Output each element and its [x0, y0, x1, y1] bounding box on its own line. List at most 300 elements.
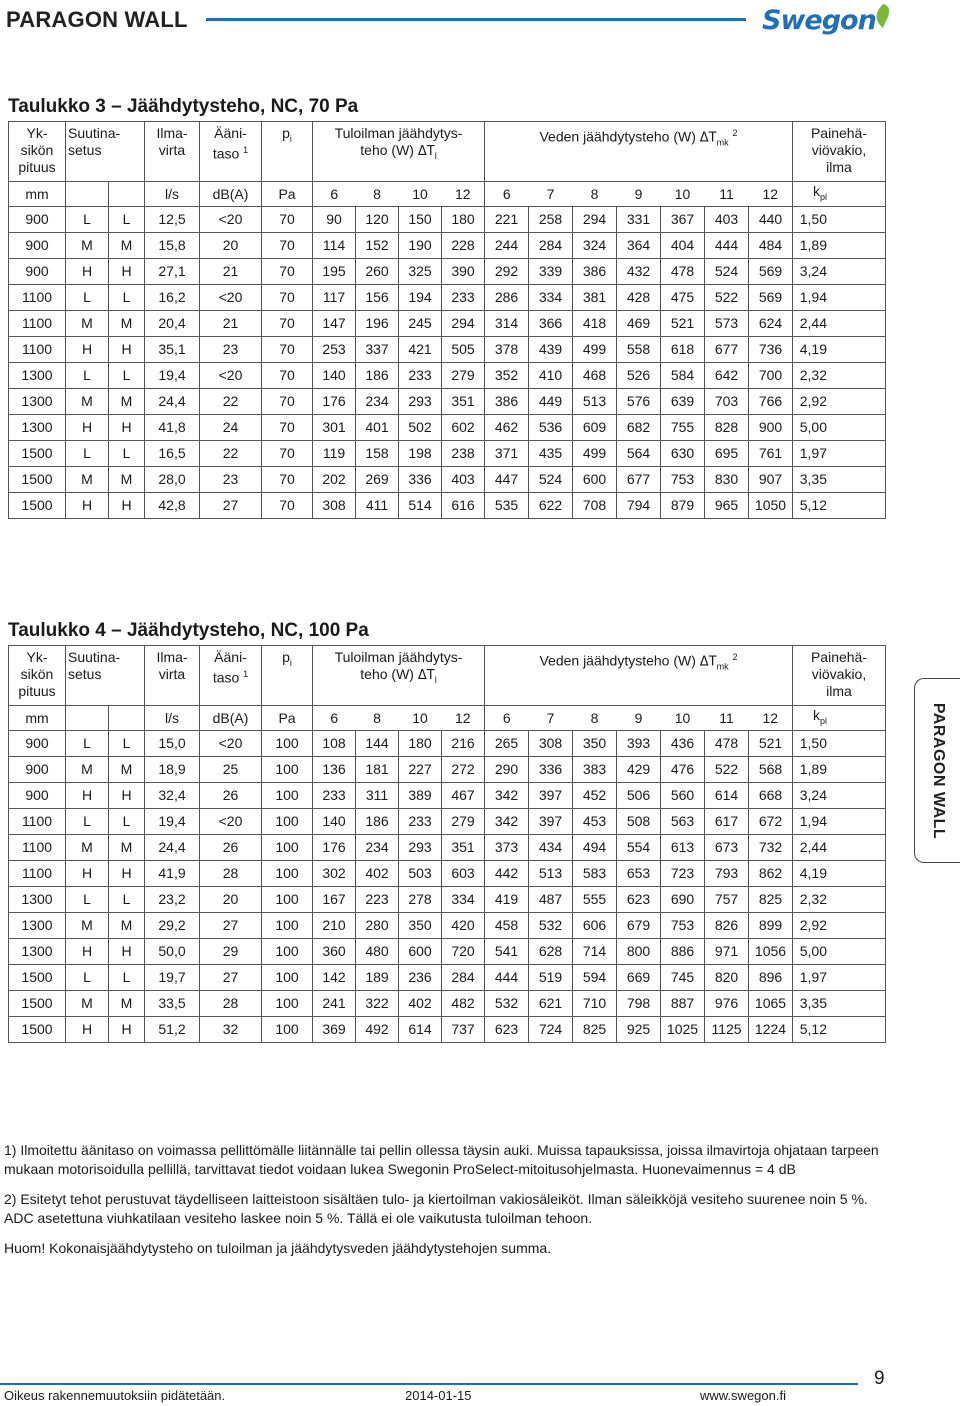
table-cell: 140 [313, 363, 356, 389]
table-cell: 339 [529, 259, 573, 285]
table-cell: 70 [262, 311, 313, 337]
table-cell: 244 [485, 233, 529, 259]
table-cell: 41,9 [145, 861, 200, 887]
table-cell: 732 [749, 835, 793, 861]
table-cell: 653 [617, 861, 661, 887]
table-cell: 513 [573, 389, 617, 415]
table-cell: 223 [356, 887, 399, 913]
table-cell: 900 [749, 415, 793, 441]
table-cell: 90 [313, 207, 356, 233]
table-cell: 4,19 [793, 337, 886, 363]
table-cell: 899 [749, 913, 793, 939]
table-cell: 19,7 [145, 965, 200, 991]
table-cell: 15,8 [145, 233, 200, 259]
table-cell: 1,94 [793, 285, 886, 311]
table-cell: 27 [200, 965, 262, 991]
table-cell: 1065 [749, 991, 793, 1017]
table-cell: 755 [661, 415, 705, 441]
table-cell: 1500 [9, 467, 66, 493]
table-cell: 2,44 [793, 311, 886, 337]
table-cell: 554 [617, 835, 661, 861]
table-cell: 449 [529, 389, 573, 415]
table-cell: 5,00 [793, 415, 886, 441]
table-cell: 532 [529, 913, 573, 939]
table-cell: 190 [399, 233, 442, 259]
table-cell: M [109, 913, 145, 939]
table4-header-row [9, 646, 886, 706]
table-cell: 703 [705, 389, 749, 415]
table-cell: 23 [200, 467, 262, 493]
table-cell: L [66, 809, 109, 835]
table-cell: 1125 [705, 1017, 749, 1043]
table-cell: 227 [399, 757, 442, 783]
table-cell: 720 [442, 939, 485, 965]
table-cell: 1100 [9, 311, 66, 337]
table-cell: L [66, 207, 109, 233]
table-cell: 25 [200, 757, 262, 783]
table-cell: M [66, 311, 109, 337]
table-cell: 1,50 [793, 207, 886, 233]
table-cell: 70 [262, 259, 313, 285]
col-setting-header: Suutina- setus [66, 646, 145, 706]
table-cell: 1224 [749, 1017, 793, 1043]
table-cell: 820 [705, 965, 749, 991]
table-cell: M [109, 467, 145, 493]
table-cell: 526 [617, 363, 661, 389]
footer-url: www.swegon.fi [700, 1388, 786, 1403]
table-cell: L [109, 285, 145, 311]
col-constant-header: Painehä- viövakio, ilma [793, 122, 886, 182]
table-cell: 100 [262, 783, 313, 809]
table-cell: 1500 [9, 493, 66, 519]
table-cell: L [66, 363, 109, 389]
table-cell: 710 [573, 991, 617, 1017]
table-cell: 679 [617, 913, 661, 939]
col-supply-air-header: Tuloilman jäähdytys- teho (W) $\Delta T_l$ [313, 646, 485, 706]
table-cell: 5,00 [793, 939, 886, 965]
table-cell: 600 [399, 939, 442, 965]
table3-title: Taulukko 3 – Jäähdytysteho, NC, 70 Pa [8, 96, 359, 117]
table-cell: 195 [313, 259, 356, 285]
unit-blank [66, 706, 109, 731]
table-cell: 286 [485, 285, 529, 311]
table-cell: H [109, 337, 145, 363]
table-cell: 119 [313, 441, 356, 467]
table-cell: 314 [485, 311, 529, 337]
table-cell: 487 [529, 887, 573, 913]
unit-k-pl: $k_{pl}$ [793, 182, 886, 207]
table-cell: 447 [485, 467, 529, 493]
table-cell: 558 [617, 337, 661, 363]
table-cell: 100 [262, 757, 313, 783]
table-cell: 4,19 [793, 861, 886, 887]
table-cell: 621 [529, 991, 573, 1017]
table-cell: 241 [313, 991, 356, 1017]
table-cell: 389 [399, 783, 442, 809]
table-cell: 337 [356, 337, 399, 363]
unit-dt-water: 10 [661, 706, 705, 731]
table-cell: 624 [749, 311, 793, 337]
table-cell: 442 [485, 861, 529, 887]
table-cell: 736 [749, 337, 793, 363]
table-cell: 499 [573, 441, 617, 467]
table-cell: 24,4 [145, 835, 200, 861]
table-cell: 293 [399, 835, 442, 861]
table-cell: 12,5 [145, 207, 200, 233]
table-cell: 1,89 [793, 757, 886, 783]
table-cell: 1100 [9, 861, 66, 887]
table-cell: 411 [356, 493, 399, 519]
table-cell: 1500 [9, 441, 66, 467]
table-cell: 196 [356, 311, 399, 337]
table-cell: 70 [262, 363, 313, 389]
table-cell: 373 [485, 835, 529, 861]
table-cell: 1,50 [793, 731, 886, 757]
table-row [9, 731, 886, 757]
table-cell: 3,35 [793, 467, 886, 493]
table-cell: 900 [9, 757, 66, 783]
table-cell: M [109, 311, 145, 337]
table-cell: 925 [617, 1017, 661, 1043]
side-tab [914, 678, 960, 863]
table-cell: 478 [705, 731, 749, 757]
table-cell: 401 [356, 415, 399, 441]
table-cell: L [66, 285, 109, 311]
table-cell: 690 [661, 887, 705, 913]
table-row [9, 757, 886, 783]
table-cell: 519 [529, 965, 573, 991]
table-cell: 108 [313, 731, 356, 757]
table-cell: 167 [313, 887, 356, 913]
table-cell: 234 [356, 389, 399, 415]
table-cell: 695 [705, 441, 749, 467]
col-constant-header: Painehä- viövakio, ilma [793, 646, 886, 706]
table-cell: 602 [442, 415, 485, 441]
unit-dt-water: 12 [749, 706, 793, 731]
table-cell: 70 [262, 493, 313, 519]
table-cell: 622 [529, 493, 573, 519]
table-cell: 418 [573, 311, 617, 337]
table-row [9, 1017, 886, 1043]
table-cell: 1300 [9, 913, 66, 939]
table-cell: 70 [262, 441, 313, 467]
table-cell: 753 [661, 913, 705, 939]
table-cell: 603 [442, 861, 485, 887]
table-cell: 639 [661, 389, 705, 415]
table-cell: 745 [661, 965, 705, 991]
table-cell: 618 [661, 337, 705, 363]
table-cell: 887 [661, 991, 705, 1017]
page-header [0, 0, 960, 48]
table-cell: 28,0 [145, 467, 200, 493]
unit-k-pl: $k_{pl}$ [793, 706, 886, 731]
table-cell: 3,24 [793, 783, 886, 809]
table-cell: 27,1 [145, 259, 200, 285]
table-cell: 439 [529, 337, 573, 363]
table-cell: 21 [200, 259, 262, 285]
col-supply-air-header: Tuloilman jäähdytys- teho (W) $\Delta T_l$ [313, 122, 485, 182]
table-cell: 1100 [9, 809, 66, 835]
unit-dt-water: 10 [661, 182, 705, 207]
table-cell: 403 [442, 467, 485, 493]
table-cell: 1,97 [793, 965, 886, 991]
table-cell: 233 [399, 809, 442, 835]
table-cell: 253 [313, 337, 356, 363]
table-cell: 600 [573, 467, 617, 493]
table-cell: 35,1 [145, 337, 200, 363]
unit-dt-water: 7 [529, 706, 573, 731]
table-cell: 325 [399, 259, 442, 285]
table-cell: 181 [356, 757, 399, 783]
table3-units-row [9, 182, 886, 207]
table-cell: 311 [356, 783, 399, 809]
table-cell: 613 [661, 835, 705, 861]
table-cell: H [66, 337, 109, 363]
table-cell: 202 [313, 467, 356, 493]
table-cell: 22 [200, 389, 262, 415]
leaf-icon [874, 4, 892, 28]
table-cell: 828 [705, 415, 749, 441]
table-cell: 238 [442, 441, 485, 467]
table-cell: 669 [617, 965, 661, 991]
table-row [9, 363, 886, 389]
table-cell: <20 [200, 363, 262, 389]
table-cell: 28 [200, 861, 262, 887]
table-cell: 150 [399, 207, 442, 233]
unit-dt-water: 11 [705, 706, 749, 731]
table-cell: 2,32 [793, 887, 886, 913]
table-cell: 284 [529, 233, 573, 259]
table-cell: 794 [617, 493, 661, 519]
table-cell: 469 [617, 311, 661, 337]
footnotes [4, 1141, 888, 1269]
table-cell: 29 [200, 939, 262, 965]
table-cell: 366 [529, 311, 573, 337]
table-cell: H [109, 939, 145, 965]
table-cell: 555 [573, 887, 617, 913]
table-cell: 521 [661, 311, 705, 337]
unit-sound: dB(A) [200, 706, 262, 731]
table-row [9, 861, 886, 887]
col-airflow-header: Ilma- virta [145, 122, 200, 182]
col-sound-header: Ääni- taso $^1$ [200, 646, 262, 706]
unit-blank [66, 182, 109, 207]
table-cell: 506 [617, 783, 661, 809]
table-cell: 156 [356, 285, 399, 311]
table-cell: L [109, 363, 145, 389]
unit-dt-air: 6 [313, 706, 356, 731]
table-cell: 617 [705, 809, 749, 835]
table-cell: 176 [313, 389, 356, 415]
table-cell: L [109, 207, 145, 233]
unit-blank [109, 706, 145, 731]
table-cell: 1300 [9, 415, 66, 441]
table-cell: 560 [661, 783, 705, 809]
footer-date: 2014-01-15 [405, 1388, 472, 1403]
table-cell: 3,35 [793, 991, 886, 1017]
footer-disclaimer: Oikeus rakennemuutoksiin pidätetään. [4, 1388, 226, 1403]
table-cell: 371 [485, 441, 529, 467]
table-cell: 576 [617, 389, 661, 415]
table-cell: 5,12 [793, 493, 886, 519]
table-cell: L [109, 887, 145, 913]
unit-dt-water: 6 [485, 706, 529, 731]
table-cell: 336 [529, 757, 573, 783]
table-cell: M [66, 389, 109, 415]
table-cell: 513 [529, 861, 573, 887]
unit-dt-water: 8 [573, 182, 617, 207]
table-cell: M [109, 233, 145, 259]
table-cell: 331 [617, 207, 661, 233]
page-number: 9 [874, 1368, 885, 1389]
table-cell: 24,4 [145, 389, 200, 415]
table-cell: 19,4 [145, 363, 200, 389]
table-cell: 140 [313, 809, 356, 835]
table-cell: 907 [749, 467, 793, 493]
table-cell: 221 [485, 207, 529, 233]
table-cell: 568 [749, 757, 793, 783]
table-row [9, 493, 886, 519]
table-cell: 753 [661, 467, 705, 493]
unit-sound: dB(A) [200, 182, 262, 207]
table-cell: 478 [661, 259, 705, 285]
table-cell: 342 [485, 783, 529, 809]
table-cell: 100 [262, 1017, 313, 1043]
unit-pressure: Pa [262, 182, 313, 207]
table-cell: 462 [485, 415, 529, 441]
table-cell: 334 [442, 887, 485, 913]
table4 [8, 645, 886, 1043]
table-cell: 476 [661, 757, 705, 783]
col-length-header: Yk- sikön pituus [9, 122, 66, 182]
table-cell: 100 [262, 861, 313, 887]
logo-text: Swegon [762, 5, 876, 36]
table-cell: H [66, 861, 109, 887]
table-cell: 302 [313, 861, 356, 887]
table-cell: 480 [356, 939, 399, 965]
table-cell: 862 [749, 861, 793, 887]
table-cell: 419 [485, 887, 529, 913]
table-cell: 452 [573, 783, 617, 809]
table-cell: 569 [749, 259, 793, 285]
table-cell: 402 [356, 861, 399, 887]
table-cell: 279 [442, 363, 485, 389]
table-cell: 258 [529, 207, 573, 233]
table-cell: 668 [749, 783, 793, 809]
table-cell: 1300 [9, 389, 66, 415]
table-row [9, 939, 886, 965]
table-cell: 1500 [9, 991, 66, 1017]
product-title: PARAGON WALL [6, 7, 188, 32]
col-pressure-header: $p_i$ [262, 122, 313, 182]
table-cell: 114 [313, 233, 356, 259]
table-cell: 292 [485, 259, 529, 285]
table-cell: 381 [573, 285, 617, 311]
table-cell: 428 [617, 285, 661, 311]
table-cell: 1500 [9, 1017, 66, 1043]
table-cell: 965 [705, 493, 749, 519]
table-row [9, 233, 886, 259]
table-cell: 50,0 [145, 939, 200, 965]
table-cell: 569 [749, 285, 793, 311]
table-cell: 435 [529, 441, 573, 467]
table-cell: 260 [356, 259, 399, 285]
table-cell: 236 [399, 965, 442, 991]
table4-units-row [9, 706, 886, 731]
table-cell: 614 [399, 1017, 442, 1043]
table-cell: 228 [442, 233, 485, 259]
table-cell: 186 [356, 363, 399, 389]
table-cell: 800 [617, 939, 661, 965]
table-cell: 390 [442, 259, 485, 285]
table-cell: 900 [9, 259, 66, 285]
table-cell: 524 [529, 467, 573, 493]
table-cell: 397 [529, 783, 573, 809]
table-cell: 453 [573, 809, 617, 835]
table-cell: 879 [661, 493, 705, 519]
table-cell: H [66, 783, 109, 809]
table-cell: 393 [617, 731, 661, 757]
table-row [9, 415, 886, 441]
table-cell: 352 [485, 363, 529, 389]
table-cell: 176 [313, 835, 356, 861]
table-cell: 2,32 [793, 363, 886, 389]
table-cell: 499 [573, 337, 617, 363]
table-cell: 724 [529, 1017, 573, 1043]
table-cell: H [66, 1017, 109, 1043]
table-cell: 798 [617, 991, 661, 1017]
table-row [9, 389, 886, 415]
unit-blank [109, 182, 145, 207]
table-cell: 210 [313, 913, 356, 939]
table-cell: 522 [705, 285, 749, 311]
table-row [9, 337, 886, 363]
unit-dt-water: 7 [529, 182, 573, 207]
table-cell: 278 [399, 887, 442, 913]
table-cell: 294 [442, 311, 485, 337]
table-cell: 33,5 [145, 991, 200, 1017]
table-cell: 70 [262, 207, 313, 233]
footer-rule [0, 1383, 858, 1385]
table-cell: 23,2 [145, 887, 200, 913]
table-cell: 1300 [9, 939, 66, 965]
table-cell: 1300 [9, 363, 66, 389]
page-footer [0, 1366, 960, 1406]
unit-dt-water: 6 [485, 182, 529, 207]
table-cell: 3,24 [793, 259, 886, 285]
table-cell: 27 [200, 913, 262, 939]
table-cell: H [66, 939, 109, 965]
table-cell: 383 [573, 757, 617, 783]
table-cell: 482 [442, 991, 485, 1017]
table-row [9, 259, 886, 285]
table-cell: 623 [617, 887, 661, 913]
table-cell: 100 [262, 939, 313, 965]
table-cell: 434 [529, 835, 573, 861]
table-row [9, 809, 886, 835]
table-cell: 290 [485, 757, 529, 783]
table-cell: M [66, 991, 109, 1017]
table-cell: 272 [442, 757, 485, 783]
table-cell: <20 [200, 809, 262, 835]
table-cell: 22 [200, 441, 262, 467]
table-cell: 158 [356, 441, 399, 467]
table-cell: 468 [573, 363, 617, 389]
table-cell: 714 [573, 939, 617, 965]
table-cell: <20 [200, 731, 262, 757]
table-cell: 367 [661, 207, 705, 233]
table-cell: 467 [442, 783, 485, 809]
